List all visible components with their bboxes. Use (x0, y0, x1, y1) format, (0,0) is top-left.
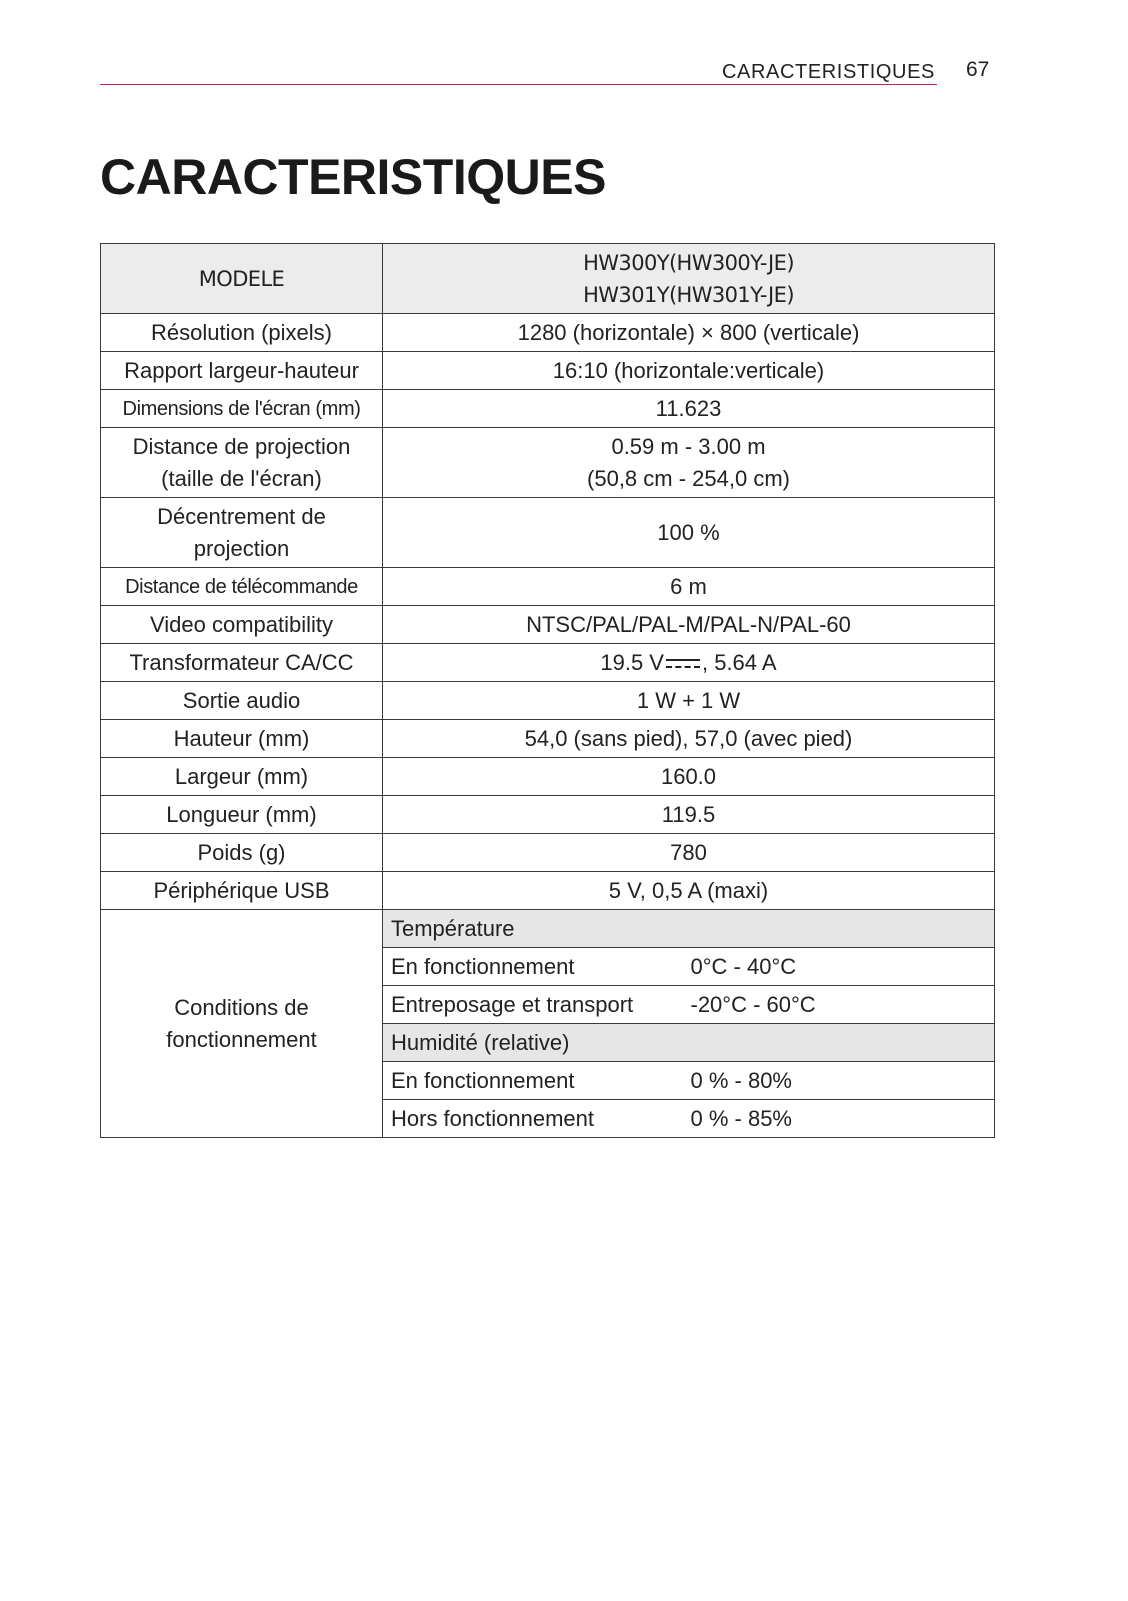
condition-label: Hors fonctionnement (383, 1100, 683, 1138)
condition-value: 0 % - 85% (683, 1100, 995, 1138)
spec-label (101, 428, 383, 498)
spec-label-line: (taille de l'écran) (161, 465, 322, 491)
spec-value: 160.0 (383, 758, 995, 796)
spec-label-line: Distance de projection (132, 433, 351, 459)
spec-value: 16:10 (horizontale:verticale) (383, 352, 995, 390)
model-names (383, 244, 995, 314)
spec-label-line: projection (193, 535, 290, 561)
spec-value: 1 W + 1 W (383, 682, 995, 720)
spec-value: 6 m (383, 568, 995, 606)
condition-value: -20°C - 60°C (683, 986, 995, 1024)
table-row (101, 720, 995, 758)
spec-value (383, 428, 995, 498)
spec-value-part: , 5.64 A (701, 649, 777, 675)
condition-label: En fonctionnement (383, 948, 683, 986)
spec-label: Résolution (pixels) (101, 314, 383, 352)
model-header: MODELE (101, 244, 383, 314)
conditions-label (101, 910, 383, 1138)
model-name: HW301Y(HW301Y-JE) (583, 282, 794, 307)
spec-value: 119.5 (383, 796, 995, 834)
spec-value: 100 % (383, 498, 995, 568)
table-row (101, 314, 995, 352)
condition-label: Entreposage et transport (383, 986, 683, 1024)
running-header: CARACTERISTIQUES (722, 61, 935, 83)
spec-label: Rapport largeur-hauteur (101, 352, 383, 390)
table-row (101, 352, 995, 390)
table-row (101, 834, 995, 872)
specifications-table (100, 243, 995, 1138)
model-name: HW300Y(HW300Y-JE) (583, 250, 794, 275)
spec-value: 54,0 (sans pied), 57,0 (avec pied) (383, 720, 995, 758)
spec-value: NTSC/PAL/PAL-M/PAL-N/PAL-60 (383, 606, 995, 644)
spec-value-line: 0.59 m - 3.00 m (611, 433, 766, 459)
spec-label: Dimensions de l'écran (mm) (101, 390, 383, 428)
humidity-heading: Humidité (relative) (383, 1024, 995, 1062)
temperature-heading: Température (383, 910, 995, 948)
table-row (101, 682, 995, 720)
spec-label (101, 498, 383, 568)
table-row (101, 758, 995, 796)
spec-value: 1280 (horizontale) × 800 (verticale) (383, 314, 995, 352)
table-row (101, 390, 995, 428)
spec-label: Longueur (mm) (101, 796, 383, 834)
table-row (101, 568, 995, 606)
spec-label: Transformateur CA/CC (101, 644, 383, 682)
spec-label-line: Décentrement de (157, 503, 326, 529)
table-header-row (101, 244, 995, 314)
spec-label: Poids (g) (101, 834, 383, 872)
table-row (101, 498, 995, 568)
dc-current-icon (666, 655, 700, 671)
spec-label: Sortie audio (101, 682, 383, 720)
table-row (101, 872, 995, 910)
page-number: 67 (966, 58, 990, 81)
table-row (101, 910, 995, 948)
spec-value: 11.623 (383, 390, 995, 428)
spec-label-line: Conditions de (174, 994, 309, 1020)
condition-value: 0 % - 80% (683, 1062, 995, 1100)
spec-value: 5 V, 0,5 A (maxi) (383, 872, 995, 910)
page-title: CARACTERISTIQUES (100, 149, 606, 205)
condition-value: 0°C - 40°C (683, 948, 995, 986)
spec-label: Hauteur (mm) (101, 720, 383, 758)
spec-value-part: 19.5 V (600, 649, 664, 675)
condition-label: En fonctionnement (383, 1062, 683, 1100)
spec-label: Périphérique USB (101, 872, 383, 910)
spec-value (383, 644, 995, 682)
table-row (101, 644, 995, 682)
spec-label-line: fonctionnement (166, 1026, 317, 1052)
table-row (101, 796, 995, 834)
table-row (101, 428, 995, 498)
spec-label: Largeur (mm) (101, 758, 383, 796)
spec-value: 780 (383, 834, 995, 872)
spec-value-line: (50,8 cm - 254,0 cm) (587, 465, 790, 491)
table-row (101, 606, 995, 644)
spec-label: Distance de télécommande (101, 568, 383, 606)
spec-label: Video compatibility (101, 606, 383, 644)
header-rule (100, 84, 937, 85)
